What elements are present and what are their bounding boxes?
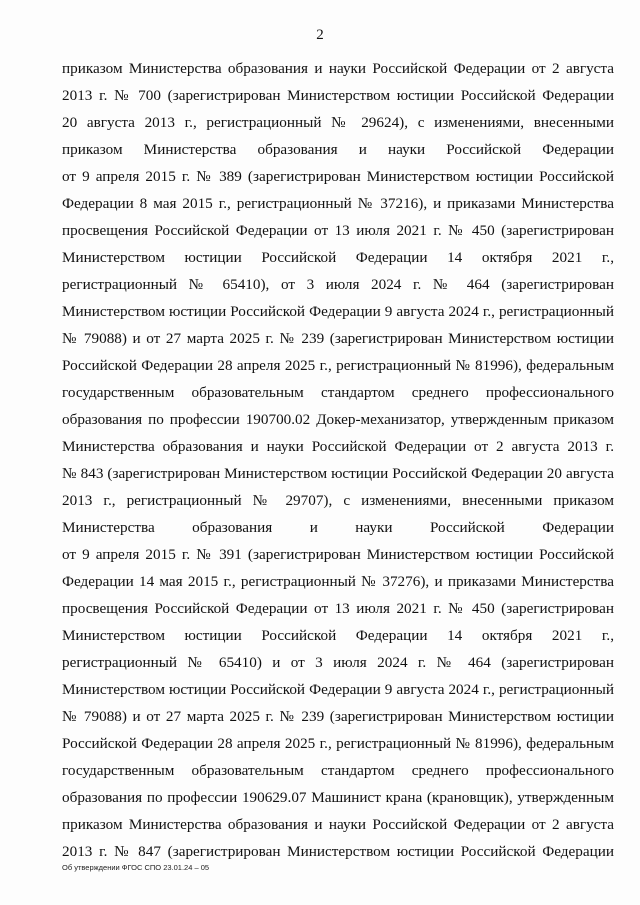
text-line: государственным образовательным стандартом среднего профессионального — [62, 762, 614, 779]
text-line: образования по профессии 190629.07 Машинист крана (крановщик), утвержденным — [62, 789, 614, 806]
text-line: Российской Федерации 28 апреля 2025 г., регистрационный № 81996), федеральным — [62, 735, 614, 752]
text-line: государственным образовательным стандартом среднего профессионального — [62, 384, 614, 401]
text-line: просвещения Российской Федерации от 13 июля 2021 г. № 450 (зарегистрирован — [62, 600, 614, 617]
text-line: Министерством юстиции Российской Федерации 9 августа 2024 г., регистрационный — [62, 681, 614, 698]
text-line: Министерства образования и науки Российской Федерации — [62, 519, 614, 536]
text-line: приказом Министерства образования и науки Российской Федерации — [62, 141, 614, 158]
text-line: от 9 апреля 2015 г. № 391 (зарегистрирован Министерством юстиции Российской — [62, 546, 614, 563]
text-line: регистрационный № 65410), от 3 июля 2024 г. № 464 (зарегистрирован — [62, 276, 614, 293]
text-line: приказом Министерства образования и науки Российской Федерации от 2 августа — [62, 816, 614, 833]
page-number: 2 — [316, 27, 324, 43]
text-line: 2013 г. № 700 (зарегистрирован Министерством юстиции Российской Федерации — [62, 87, 614, 104]
text-line: № 79088) и от 27 марта 2025 г. № 239 (зарегистрирован Министерством юстиции — [62, 330, 614, 347]
text-line: образования по профессии 190700.02 Докер-механизатор, утвержденным приказом — [62, 411, 614, 428]
page-footer: Об утверждении ФГОС СПО 23.01.24 – 05 — [62, 863, 210, 872]
text-line: Министерством юстиции Российской Федерации 14 октября 2021 г., — [62, 627, 614, 644]
text-line: Министерством юстиции Российской Федерации 14 октября 2021 г., — [62, 249, 614, 266]
text-line: просвещения Российской Федерации от 13 июля 2021 г. № 450 (зарегистрирован — [62, 222, 614, 239]
text-line: Федерации 8 мая 2015 г., регистрационный № 37216), и приказами Министерства — [62, 195, 614, 212]
text-line: 20 августа 2013 г., регистрационный № 29624), с изменениями, внесенными — [62, 114, 614, 131]
text-line: 2013 г., регистрационный № 29707), с изменениями, внесенными приказом — [62, 492, 614, 509]
text-line: от 9 апреля 2015 г. № 389 (зарегистрирован Министерством юстиции Российской — [62, 168, 614, 185]
text-line: Федерации 14 мая 2015 г., регистрационный № 37276), и приказами Министерства — [62, 573, 614, 590]
text-line: Министерства образования и науки Российской Федерации от 2 августа 2013 г. — [62, 438, 614, 455]
text-line: приказом Министерства образования и науки Российской Федерации от 2 августа — [62, 60, 614, 77]
text-line: № 79088) и от 27 марта 2025 г. № 239 (зарегистрирован Министерством юстиции — [62, 708, 614, 725]
text-line: № 843 (зарегистрирован Министерством юстиции Российской Федерации 20 августа — [62, 465, 614, 482]
text-line: регистрационный № 65410) и от 3 июля 2024 г. № 464 (зарегистрирован — [62, 654, 614, 671]
text-line: 2013 г. № 847 (зарегистрирован Министерством юстиции Российской Федерации — [62, 843, 614, 860]
body-text — [62, 55, 614, 865]
text-line: Российской Федерации 28 апреля 2025 г., регистрационный № 81996), федеральным — [62, 357, 614, 374]
text-line: Министерством юстиции Российской Федерации 9 августа 2024 г., регистрационный — [62, 303, 614, 320]
